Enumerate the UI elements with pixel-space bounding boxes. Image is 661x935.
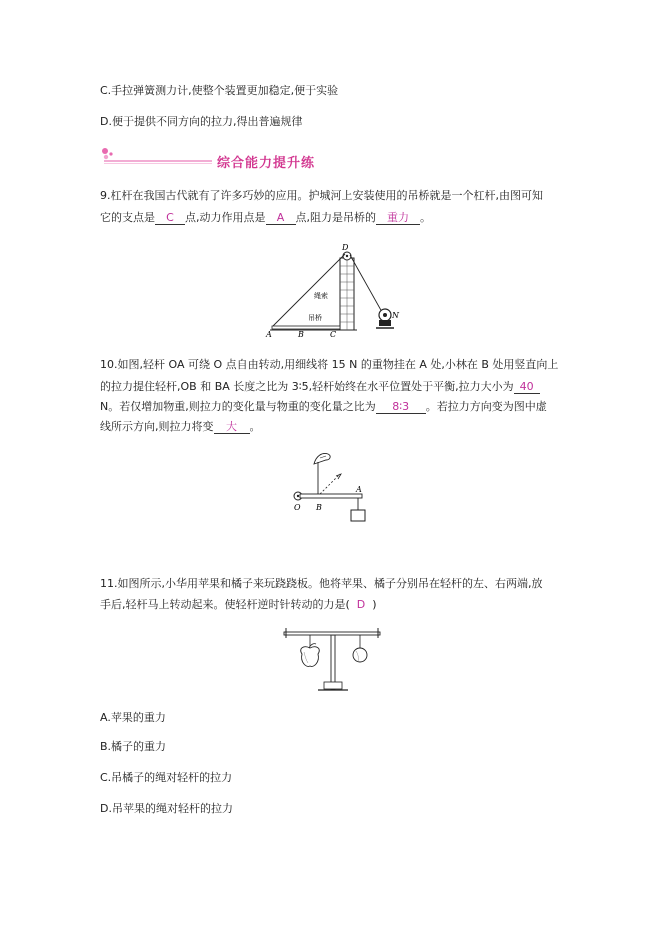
- fig9-label-a: A: [266, 330, 272, 339]
- q10-text: 线所示方向,则拉力将变: [100, 420, 214, 433]
- q11-option-c: C.吊橘子的绳对轻杆的拉力: [100, 771, 233, 784]
- seesaw-figure: [280, 624, 384, 692]
- fig10-label-o: O: [294, 503, 301, 512]
- fig9-label-bridge: 吊桥: [308, 314, 322, 322]
- q8-option-d: D.便于提供不同方向的拉力,得出普遍规律: [100, 115, 303, 128]
- q9-text: 。: [420, 211, 431, 224]
- q9-answer-1: C: [155, 212, 185, 225]
- q9-text-line1: 9.杠杆在我国古代就有了许多巧妙的应用。护城河上安装使用的吊桥就是一个杠杆,由图可知: [100, 189, 543, 202]
- q10-text-line3: [100, 400, 547, 414]
- q10-text-line2: [100, 380, 540, 394]
- q11-text: 手后,轻杆马上转动起来。使轻杆逆时针转动的力是(: [100, 598, 350, 611]
- q11-option-b: B.橘子的重力: [100, 740, 167, 753]
- q9-text-line2: [100, 211, 431, 225]
- lever-figure: [286, 448, 376, 528]
- q10-text-line1: 10.如图,轻杆 OA 可绕 O 点自由转动,用细线将 15 N 的重物挂在 A 处,小林在 B 处用竖直向上: [100, 358, 559, 371]
- fig9-label-rope: 绳索: [314, 292, 328, 300]
- q8-option-c: C.手拉弹簧测力计,使整个装置更加稳定,便于实验: [100, 84, 339, 97]
- q11-option-d: D.吊苹果的绳对轻杆的拉力: [100, 802, 233, 815]
- q9-answer-3: 重力: [376, 212, 420, 225]
- fig9-label-d: D: [342, 243, 349, 252]
- q9-text: 点,动力作用点是: [185, 211, 266, 224]
- q10-answer-3: 大: [214, 421, 250, 434]
- fig9-label-c: C: [330, 330, 337, 339]
- q11-option-a: A.苹果的重力: [100, 711, 166, 724]
- q11-text-line2: [100, 598, 377, 612]
- q10-text: 的拉力提住轻杆,OB 和 BA 长度之比为 3∶5,轻杆始终在水平位置处于平衡,拉力大小为: [100, 380, 514, 393]
- fig9-label-b: B: [298, 330, 304, 339]
- q11-text-line1: 11.如图所示,小华用苹果和橘子来玩跷跷板。他将苹果、橘子分别吊在轻杆的左、右两端,放: [100, 577, 543, 590]
- q10-text: 。: [249, 420, 261, 433]
- q9-text: 点,阻力是吊桥的: [295, 211, 376, 224]
- q10-text: N。若仅增加物重,则拉力的变化量与物重的变化量之比为: [100, 400, 376, 413]
- q9-answer-2: A: [266, 212, 296, 225]
- q10-answer-1: 40: [514, 381, 540, 394]
- q9-text: 它的支点是: [100, 211, 155, 224]
- fig9-label-n: N: [392, 311, 399, 320]
- q11-answer: D: [356, 598, 366, 611]
- q11-text: ): [372, 598, 377, 611]
- section-banner-decoration: [100, 146, 215, 168]
- section-title: 综合能力提升练: [217, 156, 316, 171]
- fig10-label-a: A: [356, 485, 362, 494]
- q10-answer-2: 8∶3: [376, 401, 426, 414]
- q10-text: 。若拉力方向变为图中虚: [425, 400, 547, 413]
- drawbridge-figure: [262, 240, 412, 340]
- q10-text-line4: [100, 420, 261, 434]
- fig10-label-b: B: [316, 503, 322, 512]
